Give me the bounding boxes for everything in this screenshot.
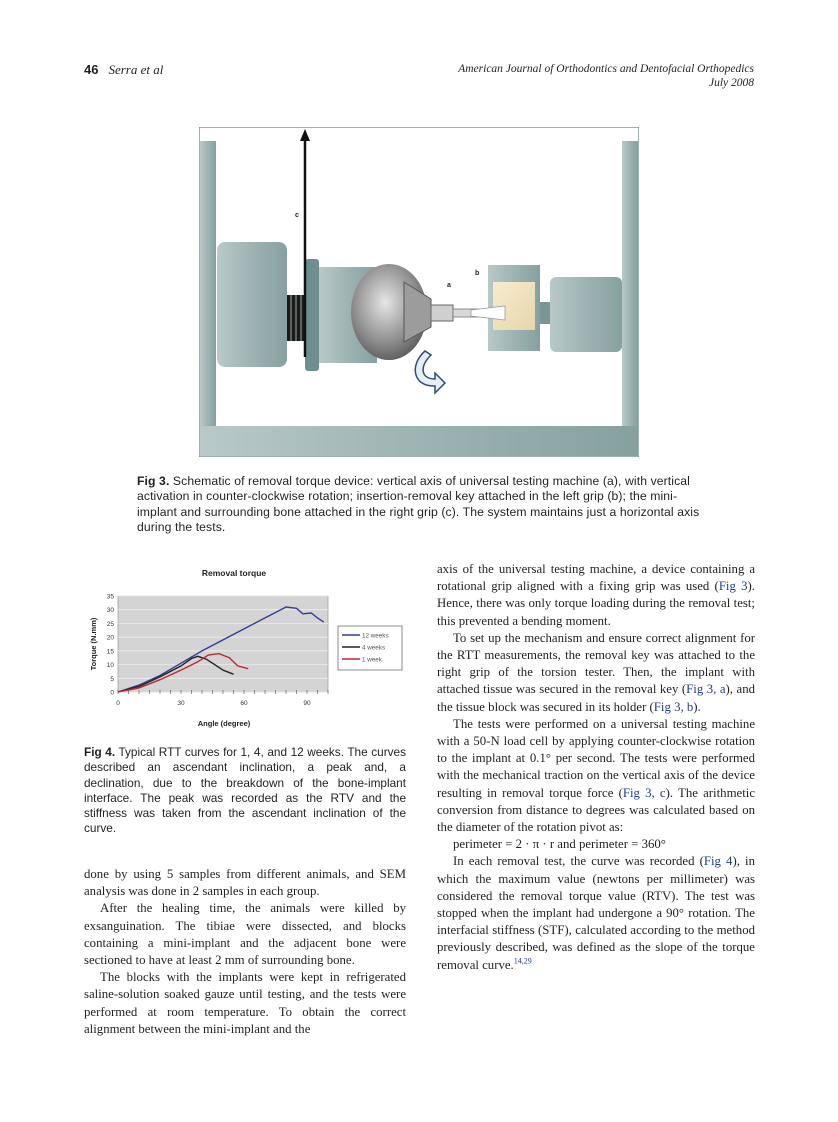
legend-label: 12 weeks bbox=[362, 632, 389, 640]
text-run: In each removal test, the curve was recorded ( bbox=[453, 854, 704, 869]
citation-superscript[interactable]: 14,29 bbox=[513, 956, 532, 966]
fig3-caption bbox=[137, 474, 709, 536]
fig3-label-b: b bbox=[475, 270, 480, 277]
chart-title: Removal torque bbox=[201, 568, 267, 578]
running-header-left bbox=[84, 62, 163, 78]
running-header-right bbox=[458, 62, 754, 90]
fig4-caption bbox=[84, 745, 406, 837]
fig4-reference-link[interactable]: Fig 4 bbox=[703, 854, 733, 869]
right-paragraph-4 bbox=[437, 853, 755, 973]
perimeter-equation: perimeter = 2 · π · r and perimeter = 360° bbox=[453, 837, 666, 852]
text-run: ). bbox=[693, 699, 701, 714]
chuck-flange bbox=[305, 259, 319, 371]
y-tick-label: 10 bbox=[106, 662, 114, 670]
left-paragraph-2: After the healing time, the animals were killed by exsanguination. The tibiae were dissected, and blocks containing a mini-implant and the adjacent bone were sectioned to have at least 2 mm of surrounding bone. bbox=[84, 901, 406, 968]
fig3-label-c: c bbox=[295, 212, 299, 219]
issue-date: July 2008 bbox=[708, 77, 754, 89]
right-paragraph-2 bbox=[437, 630, 755, 716]
text-run: axis of the universal testing machine, a device containing a rotational grip aligned with a fixing grip was used ( bbox=[437, 562, 755, 594]
legend-label: 4 weeks bbox=[362, 644, 386, 652]
author-line: Serra et al bbox=[108, 62, 164, 77]
bone-block bbox=[493, 282, 535, 330]
insertion-removal-key bbox=[431, 305, 453, 321]
x-tick-label: 0 bbox=[116, 700, 120, 707]
y-tick-label: 35 bbox=[106, 593, 114, 601]
right-frame-column bbox=[622, 141, 638, 426]
text-run: To set up the mechanism and ensure correct alignment for the RTT measurements, the removal key was attached to the right grip of the torsion tester. Then, the implant with attached tissue was secured in the removal key ( bbox=[437, 630, 755, 697]
right-paragraph-3 bbox=[437, 716, 755, 836]
journal-name: American Journal of Orthodontics and Dentofacial Orthopedics bbox=[458, 63, 754, 75]
left-frame-column bbox=[200, 141, 216, 426]
left-grip-block bbox=[217, 242, 287, 367]
fig3a-reference-link[interactable]: Fig 3, a bbox=[686, 682, 726, 697]
fig3-caption-text: Schematic of removal torque device: vertical axis of universal testing machine (a), with vertical activation in counter-clockwise rotation; insertion-removal key attached in the left grip (b); the mini-implant and surrounding bone attached in the right grip (c). The system maintains just a horizontal axis during the tests. bbox=[137, 474, 700, 535]
y-tick-label: 30 bbox=[106, 607, 114, 615]
chart-xlabel: Angle (degree) bbox=[197, 719, 251, 728]
y-tick-label: 15 bbox=[106, 648, 114, 656]
machine-base bbox=[200, 426, 638, 456]
page-number: 46 bbox=[84, 62, 99, 77]
text-run: ), and the tissue block was secured in its holder ( bbox=[437, 682, 756, 714]
fig3-label-a: a bbox=[447, 282, 451, 289]
text-run: ). The arithmetic conversion from distance to degrees was calculated based on the diameter of the rotation pivot as: bbox=[437, 785, 755, 835]
left-paragraph-3: The blocks with the implants were kept in refrigerated saline-solution soaked gauze until testing, and the tests were performed at room temperature. To obtain the correct alignment between the mini-implant and the bbox=[84, 970, 406, 1036]
x-tick-label: 60 bbox=[240, 700, 248, 707]
chart-ylabel: Torque (N.mm) bbox=[89, 617, 98, 671]
text-run: The tests were performed on a universal testing machine with a 50-N load cell by applying counter-clockwise rotation to the implant at 0.1° per second. The tests were performed with the mechanical traction on the vertical axis of the device resulting in removal torque force ( bbox=[437, 716, 755, 800]
left-paragraph-1: done by using 5 samples from different animals, and SEM analysis was done in 2 samples in each group. bbox=[84, 867, 406, 899]
legend-label: 1 week bbox=[362, 656, 382, 664]
y-tick-label: 25 bbox=[106, 620, 114, 628]
y-tick-label: 5 bbox=[110, 675, 114, 683]
plot-area bbox=[118, 596, 328, 692]
text-run: ), in which the maximum value (newtons per millimeter) was considered the removal torque value (RTV). The test was stopped when the implant had undergone a 90° rotation. The interfacial stiffness (STF), calculated according to the method previously described, was defined as the slope of the torque removal curve. bbox=[437, 854, 755, 972]
fig4-caption-text: Typical RTT curves for 1, 4, and 12 weeks. The curves described an ascendant inclination, a peak and, a declination, due to the breakdown of the bone-implant interface. The peak was recorded as the RTV and the stiffness was taken from the ascendant inclination of the curve. bbox=[84, 745, 406, 836]
text-run: ). Hence, there was only torque loading during the removal test; this prevented a bending moment. bbox=[437, 579, 756, 628]
fig4-removal-torque-chart bbox=[84, 562, 406, 732]
right-paragraph-1 bbox=[437, 561, 755, 630]
left-text-column bbox=[84, 866, 406, 1038]
fig4-caption-label: Fig 4. bbox=[84, 745, 116, 759]
right-text-column bbox=[437, 561, 755, 974]
y-tick-label: 20 bbox=[106, 634, 114, 642]
right-support-block bbox=[550, 277, 622, 352]
x-tick-label: 30 bbox=[177, 700, 185, 707]
fig3-caption-label: Fig 3. bbox=[137, 474, 170, 488]
x-tick-label: 90 bbox=[303, 700, 311, 707]
fig3c-reference-link[interactable]: Fig 3, c bbox=[622, 785, 666, 800]
fig3-reference-link[interactable]: Fig 3 bbox=[718, 579, 748, 594]
fig3-torque-device-schematic bbox=[199, 127, 639, 457]
y-tick-label: 0 bbox=[110, 689, 114, 697]
fig3b-reference-link[interactable]: Fig 3, b bbox=[653, 699, 694, 714]
